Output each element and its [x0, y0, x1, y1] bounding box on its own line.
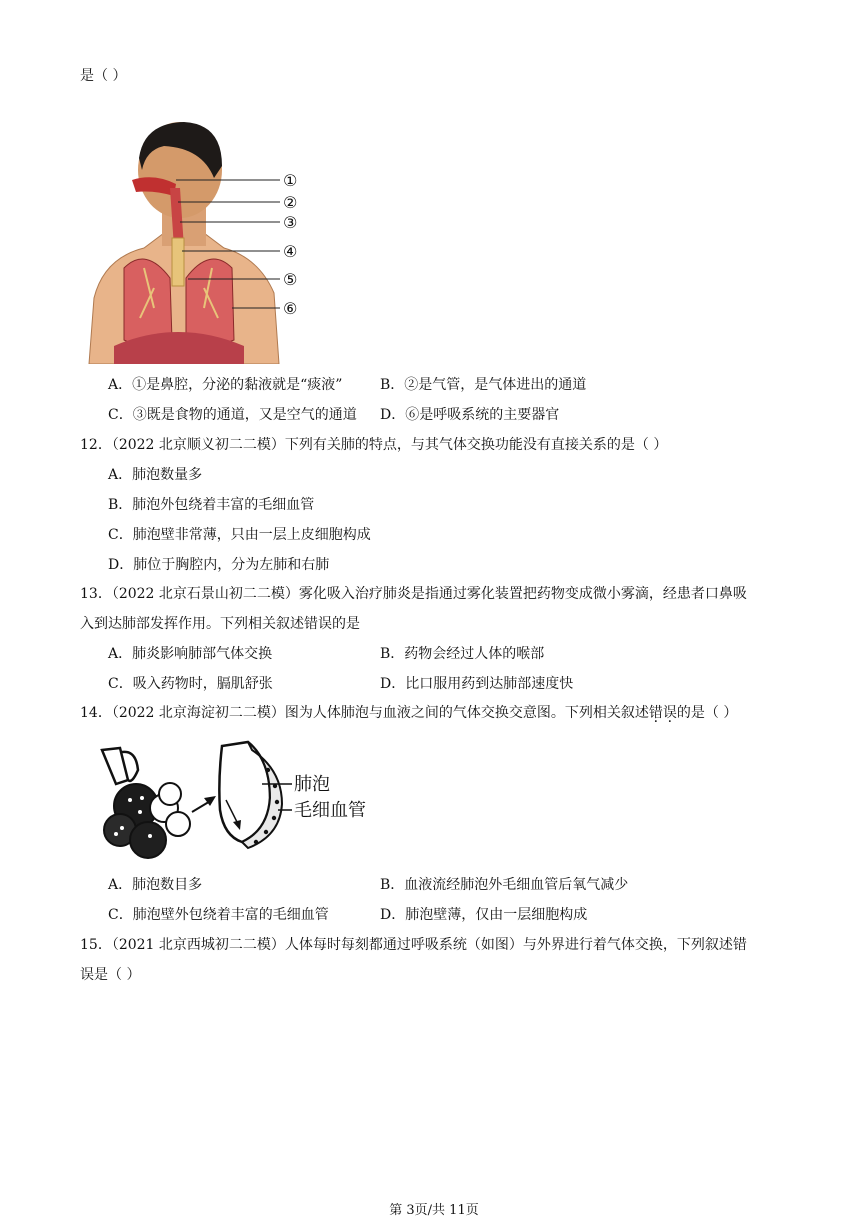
figure-label-5: ⑤: [283, 270, 298, 289]
alveolus-label: 肺泡: [294, 774, 330, 795]
respiratory-system-figure: [84, 118, 314, 364]
q14-option-a: A．肺泡数目多: [108, 877, 203, 893]
q12-option-b: B．肺泡外包绕着丰富的毛细血管: [108, 497, 315, 513]
q14-stem-tail: 的是（ ）: [676, 705, 738, 721]
q12-option-a: A．肺泡数量多: [108, 467, 203, 483]
q14-stem-main: 14．（2022 北京海淀初二二模）图为人体肺泡与血液之间的气体交换交意图。下列相关叙述: [80, 705, 649, 721]
question-continuation: 是（ ）: [80, 68, 127, 84]
q11-option-a: A．①是鼻腔，分泌的黏液就是“痰液”: [108, 377, 343, 393]
q14-option-c: C．肺泡壁外包绕着丰富的毛细血管: [108, 907, 329, 923]
figure-label-2: ②: [283, 193, 298, 212]
alveolus-gas-exchange-figure: [92, 740, 392, 864]
figure-label-4: ④: [283, 242, 298, 261]
q12-stem: 12．（2022 北京顺义初二二模）下列有关肺的特点，与其气体交换功能没有直接关系的是（ ）: [80, 437, 668, 453]
q14-option-b: B．血液流经肺泡外毛细血管后氧气减少: [380, 877, 629, 893]
q11-option-d: D．⑥是呼吸系统的主要器官: [380, 407, 560, 423]
q13-stem-line1: 13．（2022 北京石景山初二二模）雾化吸入治疗肺炎是指通过雾化装置把药物变成微小雾滴，经患者口鼻吸: [80, 586, 747, 602]
q14-option-d: D．肺泡壁薄，仅由一层细胞构成: [380, 907, 588, 923]
q13-option-a: A．肺炎影响肺部气体交换: [108, 646, 273, 662]
q12-option-d: D．肺位于胸腔内，分为左肺和右肺: [108, 557, 330, 573]
figure-label-1: ①: [283, 171, 298, 190]
q11-option-c: C．③既是食物的通道，又是空气的通道: [108, 407, 357, 423]
q15-stem-line2: 误是（ ）: [80, 967, 141, 983]
q11-option-b: B．②是气管，是气体进出的通道: [380, 377, 587, 393]
figure-label-3: ③: [283, 213, 298, 232]
q13-stem-line2: 入到达肺部发挥作用。下列相关叙述错误的是: [80, 616, 360, 632]
q14-stem: [80, 704, 737, 722]
emphasis-char-1: 错: [648, 705, 663, 721]
figure-label-6: ⑥: [283, 299, 298, 318]
q14-stem-emphasis: [649, 705, 677, 721]
capillary-label: 毛细血管: [294, 800, 366, 821]
q13-option-d: D．比口服用药到达肺部速度快: [380, 676, 574, 692]
page-footer: 第 3页/共 11页: [389, 1203, 479, 1218]
q15-stem-line1: 15．（2021 北京西城初二二模）人体每时每刻都通过呼吸系统（如图）与外界进行着气体交换，下列叙述错: [80, 937, 747, 953]
q13-option-c: C．吸入药物时，膈肌舒张: [108, 676, 273, 692]
q13-option-b: B．药物会经过人体的喉部: [380, 646, 545, 662]
q12-option-c: C．肺泡壁非常薄，只由一层上皮细胞构成: [108, 527, 371, 543]
emphasis-char-2: 误: [662, 705, 677, 721]
